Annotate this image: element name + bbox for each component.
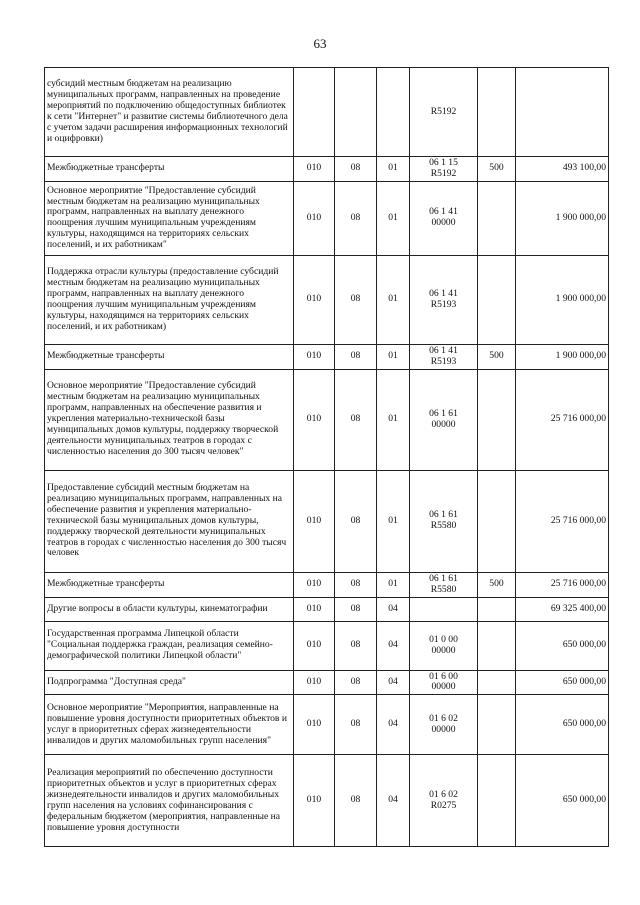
table-row bbox=[45, 344, 609, 369]
section-code-cell: 08 bbox=[335, 181, 377, 255]
admin-code-cell: 010 bbox=[294, 181, 335, 255]
amount-cell: 650 000,00 bbox=[516, 695, 609, 755]
target-article-cell: 06 1 41 R5193 bbox=[410, 344, 478, 369]
amount-cell: 650 000,00 bbox=[516, 621, 609, 670]
amount-cell: 493 100,00 bbox=[516, 157, 609, 182]
target-article-cell: 06 1 41 R5193 bbox=[410, 255, 478, 344]
row-name-cell: Межбюджетные трансферты bbox=[45, 572, 294, 597]
amount-cell bbox=[516, 68, 609, 157]
table-row bbox=[45, 255, 609, 344]
target-article-cell: 06 1 15 R5192 bbox=[410, 157, 478, 182]
admin-code-cell: 010 bbox=[294, 621, 335, 670]
subsection-code-cell bbox=[377, 68, 410, 157]
table-row bbox=[45, 470, 609, 572]
row-name-cell: Межбюджетные трансферты bbox=[45, 157, 294, 182]
row-name-cell: Межбюджетные трансферты bbox=[45, 344, 294, 369]
section-code-cell: 08 bbox=[335, 597, 377, 621]
section-code-cell: 08 bbox=[335, 670, 377, 695]
admin-code-cell: 010 bbox=[294, 695, 335, 755]
expense-type-cell bbox=[478, 470, 516, 572]
table-row bbox=[45, 621, 609, 670]
amount-cell: 1 900 000,00 bbox=[516, 181, 609, 255]
row-name-cell: Предоставление субсидий местным бюджетам на реализацию муниципальных программ, направленных на обеспечение развития и укрепления материально-технической базы муниципальных домов культуры, поддержку творческой деятельности муниципальных театров в городах с численностью населения до 300 тысяч человек bbox=[45, 470, 294, 572]
expense-type-cell bbox=[478, 369, 516, 470]
page-number: 63 bbox=[313, 36, 327, 51]
subsection-code-cell: 01 bbox=[377, 255, 410, 344]
target-article-cell: 01 6 02 R0275 bbox=[410, 755, 478, 847]
target-article-cell: 06 1 61 R5580 bbox=[410, 470, 478, 572]
row-name-cell: Основное мероприятие "Мероприятия, направленные на повышение уровня доступности приоритетных объектов и услуг в приоритетных сферах жизнедеятельности инвалидов и других маломобильных групп населения" bbox=[45, 695, 294, 755]
table-row bbox=[45, 369, 609, 470]
table-row bbox=[45, 157, 609, 182]
section-code-cell: 08 bbox=[335, 755, 377, 847]
section-code-cell bbox=[335, 68, 377, 157]
expense-type-cell bbox=[478, 68, 516, 157]
table-row bbox=[45, 181, 609, 255]
table-row bbox=[45, 695, 609, 755]
section-code-cell: 08 bbox=[335, 621, 377, 670]
row-name-cell: Другие вопросы в области культуры, кинематографии bbox=[45, 597, 294, 621]
expense-type-cell bbox=[478, 181, 516, 255]
section-code-cell: 08 bbox=[335, 572, 377, 597]
admin-code-cell: 010 bbox=[294, 755, 335, 847]
section-code-cell: 08 bbox=[335, 344, 377, 369]
admin-code-cell: 010 bbox=[294, 369, 335, 470]
expense-type-cell bbox=[478, 755, 516, 847]
expense-type-cell bbox=[478, 670, 516, 695]
table-row bbox=[45, 755, 609, 847]
subsection-code-cell: 01 bbox=[377, 344, 410, 369]
subsection-code-cell: 04 bbox=[377, 755, 410, 847]
target-article-cell: 06 1 61 R5580 bbox=[410, 572, 478, 597]
admin-code-cell: 010 bbox=[294, 344, 335, 369]
row-name-cell: Поддержка отрасли культуры (предоставление субсидий местным бюджетам на реализацию муниципальных программ, направленных на выплату денежного поощрения лучшим муниципальным учреждениям культуры, находящимся на территориях сельских поселений, и их работникам) bbox=[45, 255, 294, 344]
subsection-code-cell: 01 bbox=[377, 470, 410, 572]
target-article-cell: 06 1 61 00000 bbox=[410, 369, 478, 470]
subsection-code-cell: 01 bbox=[377, 572, 410, 597]
amount-cell: 25 716 000,00 bbox=[516, 572, 609, 597]
section-code-cell: 08 bbox=[335, 695, 377, 755]
subsection-code-cell: 04 bbox=[377, 670, 410, 695]
target-article-cell: 01 6 00 00000 bbox=[410, 670, 478, 695]
expense-type-cell bbox=[478, 255, 516, 344]
subsection-code-cell: 01 bbox=[377, 157, 410, 182]
row-name-cell: субсидий местным бюджетам на реализацию муниципальных программ, направленных на проведение мероприятий по подключению общедоступных библиотек к сети "Интернет" и развитие системы библиотечного дела с учетом задачи расширения информационных технологий и оцифровки) bbox=[45, 68, 294, 157]
row-name-cell: Государственная программа Липецкой области "Социальная поддержка граждан, реализация семейно-демографической политики Липецкой области" bbox=[45, 621, 294, 670]
section-code-cell: 08 bbox=[335, 255, 377, 344]
subsection-code-cell: 04 bbox=[377, 621, 410, 670]
target-article-cell: 06 1 41 00000 bbox=[410, 181, 478, 255]
expense-type-cell bbox=[478, 695, 516, 755]
target-article-cell: 01 0 00 00000 bbox=[410, 621, 478, 670]
subsection-code-cell: 01 bbox=[377, 369, 410, 470]
subsection-code-cell: 01 bbox=[377, 181, 410, 255]
admin-code-cell: 010 bbox=[294, 157, 335, 182]
row-name-cell: Основное мероприятие "Предоставление субсидий местным бюджетам на реализацию муниципальных программ, направленных на выплату денежного поощрения лучшим муниципальным учреждениям культуры, находящимся на территориях сельских поселений, и их работникам" bbox=[45, 181, 294, 255]
amount-cell: 1 900 000,00 bbox=[516, 255, 609, 344]
admin-code-cell: 010 bbox=[294, 597, 335, 621]
table-row bbox=[45, 670, 609, 695]
expense-type-cell: 500 bbox=[478, 572, 516, 597]
expense-type-cell: 500 bbox=[478, 344, 516, 369]
admin-code-cell: 010 bbox=[294, 255, 335, 344]
row-name-cell: Основное мероприятие "Предоставление субсидий местным бюджетам на реализацию муниципальных программ, направленных на обеспечение развития и укрепления материально-технической базы муниципальных домов культуры, поддержку творческой деятельности муниципальных театров в городах с численностью населения до 300 тысяч человек" bbox=[45, 369, 294, 470]
subsection-code-cell: 04 bbox=[377, 597, 410, 621]
expense-type-cell: 500 bbox=[478, 157, 516, 182]
amount-cell: 650 000,00 bbox=[516, 755, 609, 847]
amount-cell: 69 325 400,00 bbox=[516, 597, 609, 621]
amount-cell: 25 716 000,00 bbox=[516, 369, 609, 470]
section-code-cell: 08 bbox=[335, 369, 377, 470]
admin-code-cell: 010 bbox=[294, 470, 335, 572]
row-name-cell: Подпрограмма "Доступная среда" bbox=[45, 670, 294, 695]
section-code-cell: 08 bbox=[335, 470, 377, 572]
amount-cell: 25 716 000,00 bbox=[516, 470, 609, 572]
section-code-cell: 08 bbox=[335, 157, 377, 182]
admin-code-cell: 010 bbox=[294, 670, 335, 695]
amount-cell: 1 900 000,00 bbox=[516, 344, 609, 369]
row-name-cell: Реализация мероприятий по обеспечению доступности приоритетных объектов и услуг в приоритетных сферах жизнедеятельности инвалидов и других маломобильных групп населения на условиях софинансирования с федеральным бюджетом (мероприятия, направленные на повышение уровня доступности bbox=[45, 755, 294, 847]
amount-cell: 650 000,00 bbox=[516, 670, 609, 695]
table-row bbox=[45, 68, 609, 157]
target-article-cell: 01 6 02 00000 bbox=[410, 695, 478, 755]
admin-code-cell bbox=[294, 68, 335, 157]
budget-table bbox=[44, 67, 609, 847]
admin-code-cell: 010 bbox=[294, 572, 335, 597]
subsection-code-cell: 04 bbox=[377, 695, 410, 755]
expense-type-cell bbox=[478, 597, 516, 621]
table-row bbox=[45, 572, 609, 597]
target-article-cell: R5192 bbox=[410, 68, 478, 157]
table-row bbox=[45, 597, 609, 621]
target-article-cell bbox=[410, 597, 478, 621]
expense-type-cell bbox=[478, 621, 516, 670]
